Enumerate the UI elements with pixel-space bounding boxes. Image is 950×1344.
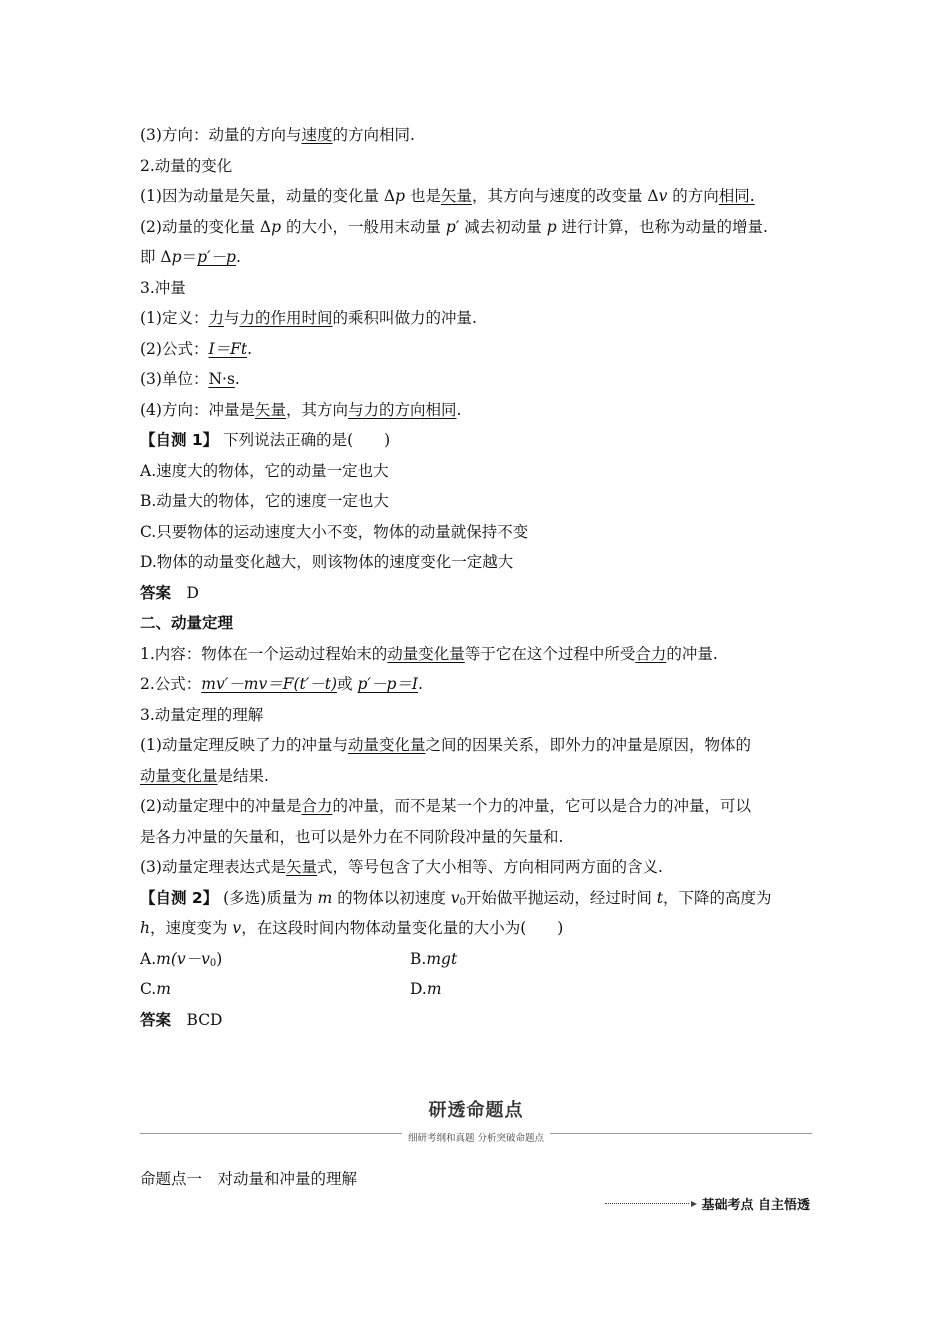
banner-title: 研透命题点 (428, 1100, 524, 1121)
blank-answer: 动量变化量 (387, 644, 465, 663)
options-row (140, 944, 812, 975)
text-line: (2)动量定理中的冲量是合力的冲量，而不是某一个力的冲量，它可以是合力的冲量，可以 (140, 797, 751, 815)
text-line: 1.内容：物体在一个运动过程始末的动量变化量等于它在这个过程中所受合力的冲量. (140, 644, 718, 663)
blank-answer: I＝Ft (208, 339, 248, 358)
text-line: (3)单位：N·s. (140, 370, 240, 388)
self-test-1-stem: 【自测 1】 下列说法正确的是( ) (140, 431, 391, 449)
blank-answer: mv′－mv＝F(t′－t) (201, 675, 338, 693)
blank-answer: 矢量 (440, 187, 472, 205)
text-line: 动量变化量是结果. (140, 766, 269, 785)
option-c: C.只要物体的运动速度大小不变，物体的动量就保持不变 (140, 522, 529, 541)
section-banner (140, 1096, 812, 1142)
blank-answer: 力的作用时间 (239, 309, 333, 327)
text-line: (1)定义：力与力的作用时间的乘积叫做力的冲量. (140, 309, 477, 327)
option-a: $A.m(v-v_0)$ (140, 949, 223, 969)
blank-answer: N·s (208, 370, 235, 388)
option-b: B.mgt (410, 949, 458, 968)
self-test-2-stem: 【自测 2】 (多选)质量为 m 的物体以初速度 $v_0$开始做平抛运动，经过时间 t，下降的高度为 (140, 888, 772, 908)
text-line: (3)方向：动量的方向与速度的方向相同. (140, 126, 415, 144)
section-heading: 二、动量定理 (140, 614, 234, 632)
blank-answer: 速度 (301, 126, 333, 144)
blank-answer: 力 (208, 309, 224, 327)
self-test-2-stem-cont: h，速度变为 v，在这段时间内物体动量变化量的大小为( ) (140, 919, 564, 937)
self-test-label: 【自测 2】 (140, 888, 219, 907)
document-body (140, 120, 812, 1035)
blank-answer: 动量变化量 (140, 766, 218, 785)
blank-answer: 与力的方向相同 (348, 400, 457, 419)
text-line: 2.公式：mv′－mv＝F(t′－t)或 p′－p＝I. (140, 675, 423, 693)
text-line: (2)公式：I＝Ft. (140, 339, 253, 358)
option-b: B.动量大的物体，它的速度一定也大 (140, 492, 389, 510)
option-d: D.m (410, 980, 442, 998)
banner-subtitle: 细研考纲和真题 分析突破命题点 (402, 1133, 550, 1144)
text-line: (2)动量的变化量 Δp 的大小，一般用末动量 p′ 减去初动量 p 进行计算，也称为动量的增量. (140, 217, 768, 236)
category-tag: 基础考点 自主悟透 (605, 1194, 810, 1213)
text-line: (4)方向：冲量是矢量，其方向与力的方向相同. (140, 400, 462, 419)
text-line: 即 Δp＝p′－p. (140, 248, 241, 266)
self-test-label: 【自测 1】 (140, 431, 219, 449)
blank-answer: 相同. (718, 187, 755, 205)
subheading: 2.动量的变化 (140, 156, 233, 175)
blank-answer: 矢量 (254, 400, 286, 419)
text-line: (1)因为动量是矢量，动量的变化量 Δp 也是矢量，其方向与速度的改变量 Δv 的方向相同. (140, 187, 755, 205)
arrow-icon (691, 1201, 697, 1207)
blank-answer: p′－p＝I (357, 675, 418, 693)
answer: 答案 BCD (140, 1010, 223, 1029)
blank-answer: 合力 (301, 797, 333, 815)
blank-answer: 合力 (635, 644, 667, 663)
text-line: 是各力冲量的矢量和，也可以是外力在不同阶段冲量的矢量和. (140, 827, 564, 846)
text-line: (1)动量定理反映了力的冲量与动量变化量之间的因果关系，即外力的冲量是原因，物体的 (140, 736, 751, 754)
options-row (140, 974, 812, 1005)
subheading: 3.冲量 (140, 278, 186, 297)
blank-answer: p′－p (197, 248, 236, 266)
option-a: A.速度大的物体，它的动量一定也大 (140, 461, 389, 480)
text-line: (3)动量定理表达式是矢量式，等号包含了大小相等、方向相同两方面的含义. (140, 858, 663, 876)
blank-answer: 动量变化量 (347, 736, 426, 754)
dotted-leader (605, 1203, 689, 1204)
subheading: 3.动量定理的理解 (140, 705, 264, 724)
section-title: 命题点一 对动量和冲量的理解 (140, 1170, 358, 1188)
blank-answer: 矢量 (285, 858, 317, 876)
option-d: D.物体的动量变化越大，则该物体的速度变化一定越大 (140, 553, 514, 571)
answer: 答案 D (140, 583, 199, 602)
option-c: C.m (140, 980, 171, 998)
